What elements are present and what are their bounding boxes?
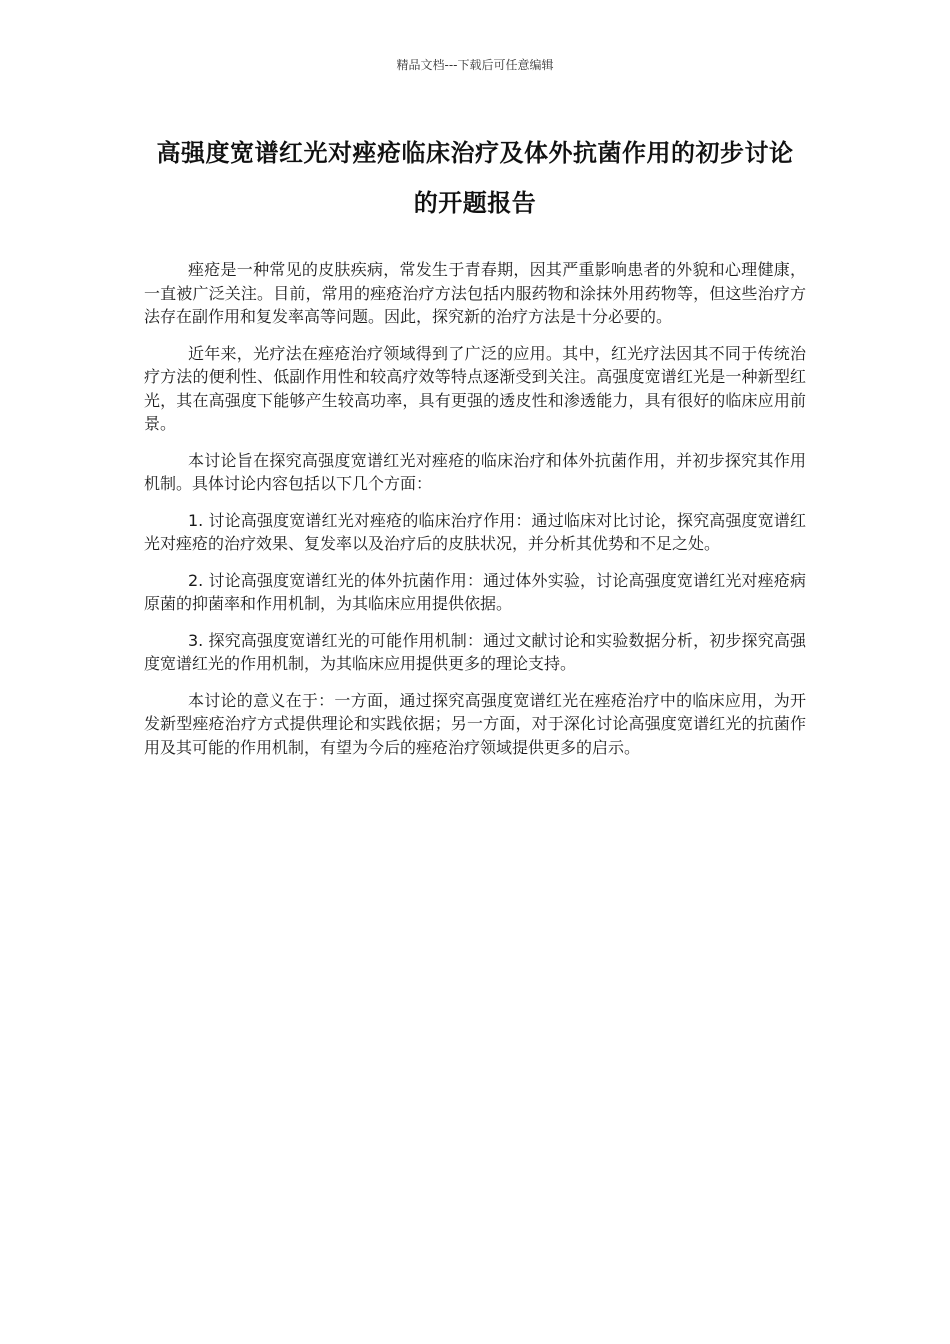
paragraph-aims: 本讨论旨在探究高强度宽谱红光对痤疮的临床治疗和体外抗菌作用，并初步探究其作用机制。具体讨论内容包括以下几个方面：	[144, 450, 806, 493]
paragraph-intro: 痤疮是一种常见的皮肤疾病，常发生于青春期，因其严重影响患者的外貌和心理健康，一直被广泛关注。目前，常用的痤疮治疗方法包括内服药物和涂抹外用药物等，但这些治疗方法存在副作用和复发率高等问题。因此，探究新的治疗方法是十分必要的。	[144, 260, 806, 326]
paragraph-item-2: 2. 讨论高强度宽谱红光的体外抗菌作用：通过体外实验，讨论高强度宽谱红光对痤疮病原菌的抑菌率和作用机制，为其临床应用提供依据。	[144, 570, 806, 613]
paragraph-item-3: 3. 探究高强度宽谱红光的可能作用机制：通过文献讨论和实验数据分析，初步探究高强度宽谱红光的作用机制，为其临床应用提供更多的理论支持。	[144, 630, 806, 673]
document-body	[144, 258, 806, 772]
paragraph-item-1: 1. 讨论高强度宽谱红光对痤疮的临床治疗作用：通过临床对比讨论，探究高强度宽谱红光对痤疮的治疗效果、复发率以及治疗后的皮肤状况，并分析其优势和不足之处。	[144, 510, 806, 553]
document-title: 高强度宽谱红光对痤疮临床治疗及体外抗菌作用的初步讨论的开题报告	[156, 139, 794, 217]
paragraph-significance: 本讨论的意义在于：一方面，通过探究高强度宽谱红光在痤疮治疗中的临床应用，为开发新型痤疮治疗方式提供理论和实践依据；另一方面，对于深化讨论高强度宽谱红光的抗菌作用及其可能的作用机制，有望为今后的痤疮治疗领域提供更多的启示。	[144, 690, 806, 757]
paragraph-background: 近年来，光疗法在痤疮治疗领域得到了广泛的应用。其中，红光疗法因其不同于传统治疗方法的便利性、低副作用性和较高疗效等特点逐渐受到关注。高强度宽谱红光是一种新型红光，其在高强度下能够产生较高功率，具有更强的透皮性和渗透能力，具有很好的临床应用前景。	[144, 343, 806, 433]
header-note: 精品文档---下载后可任意编辑	[396, 58, 554, 72]
